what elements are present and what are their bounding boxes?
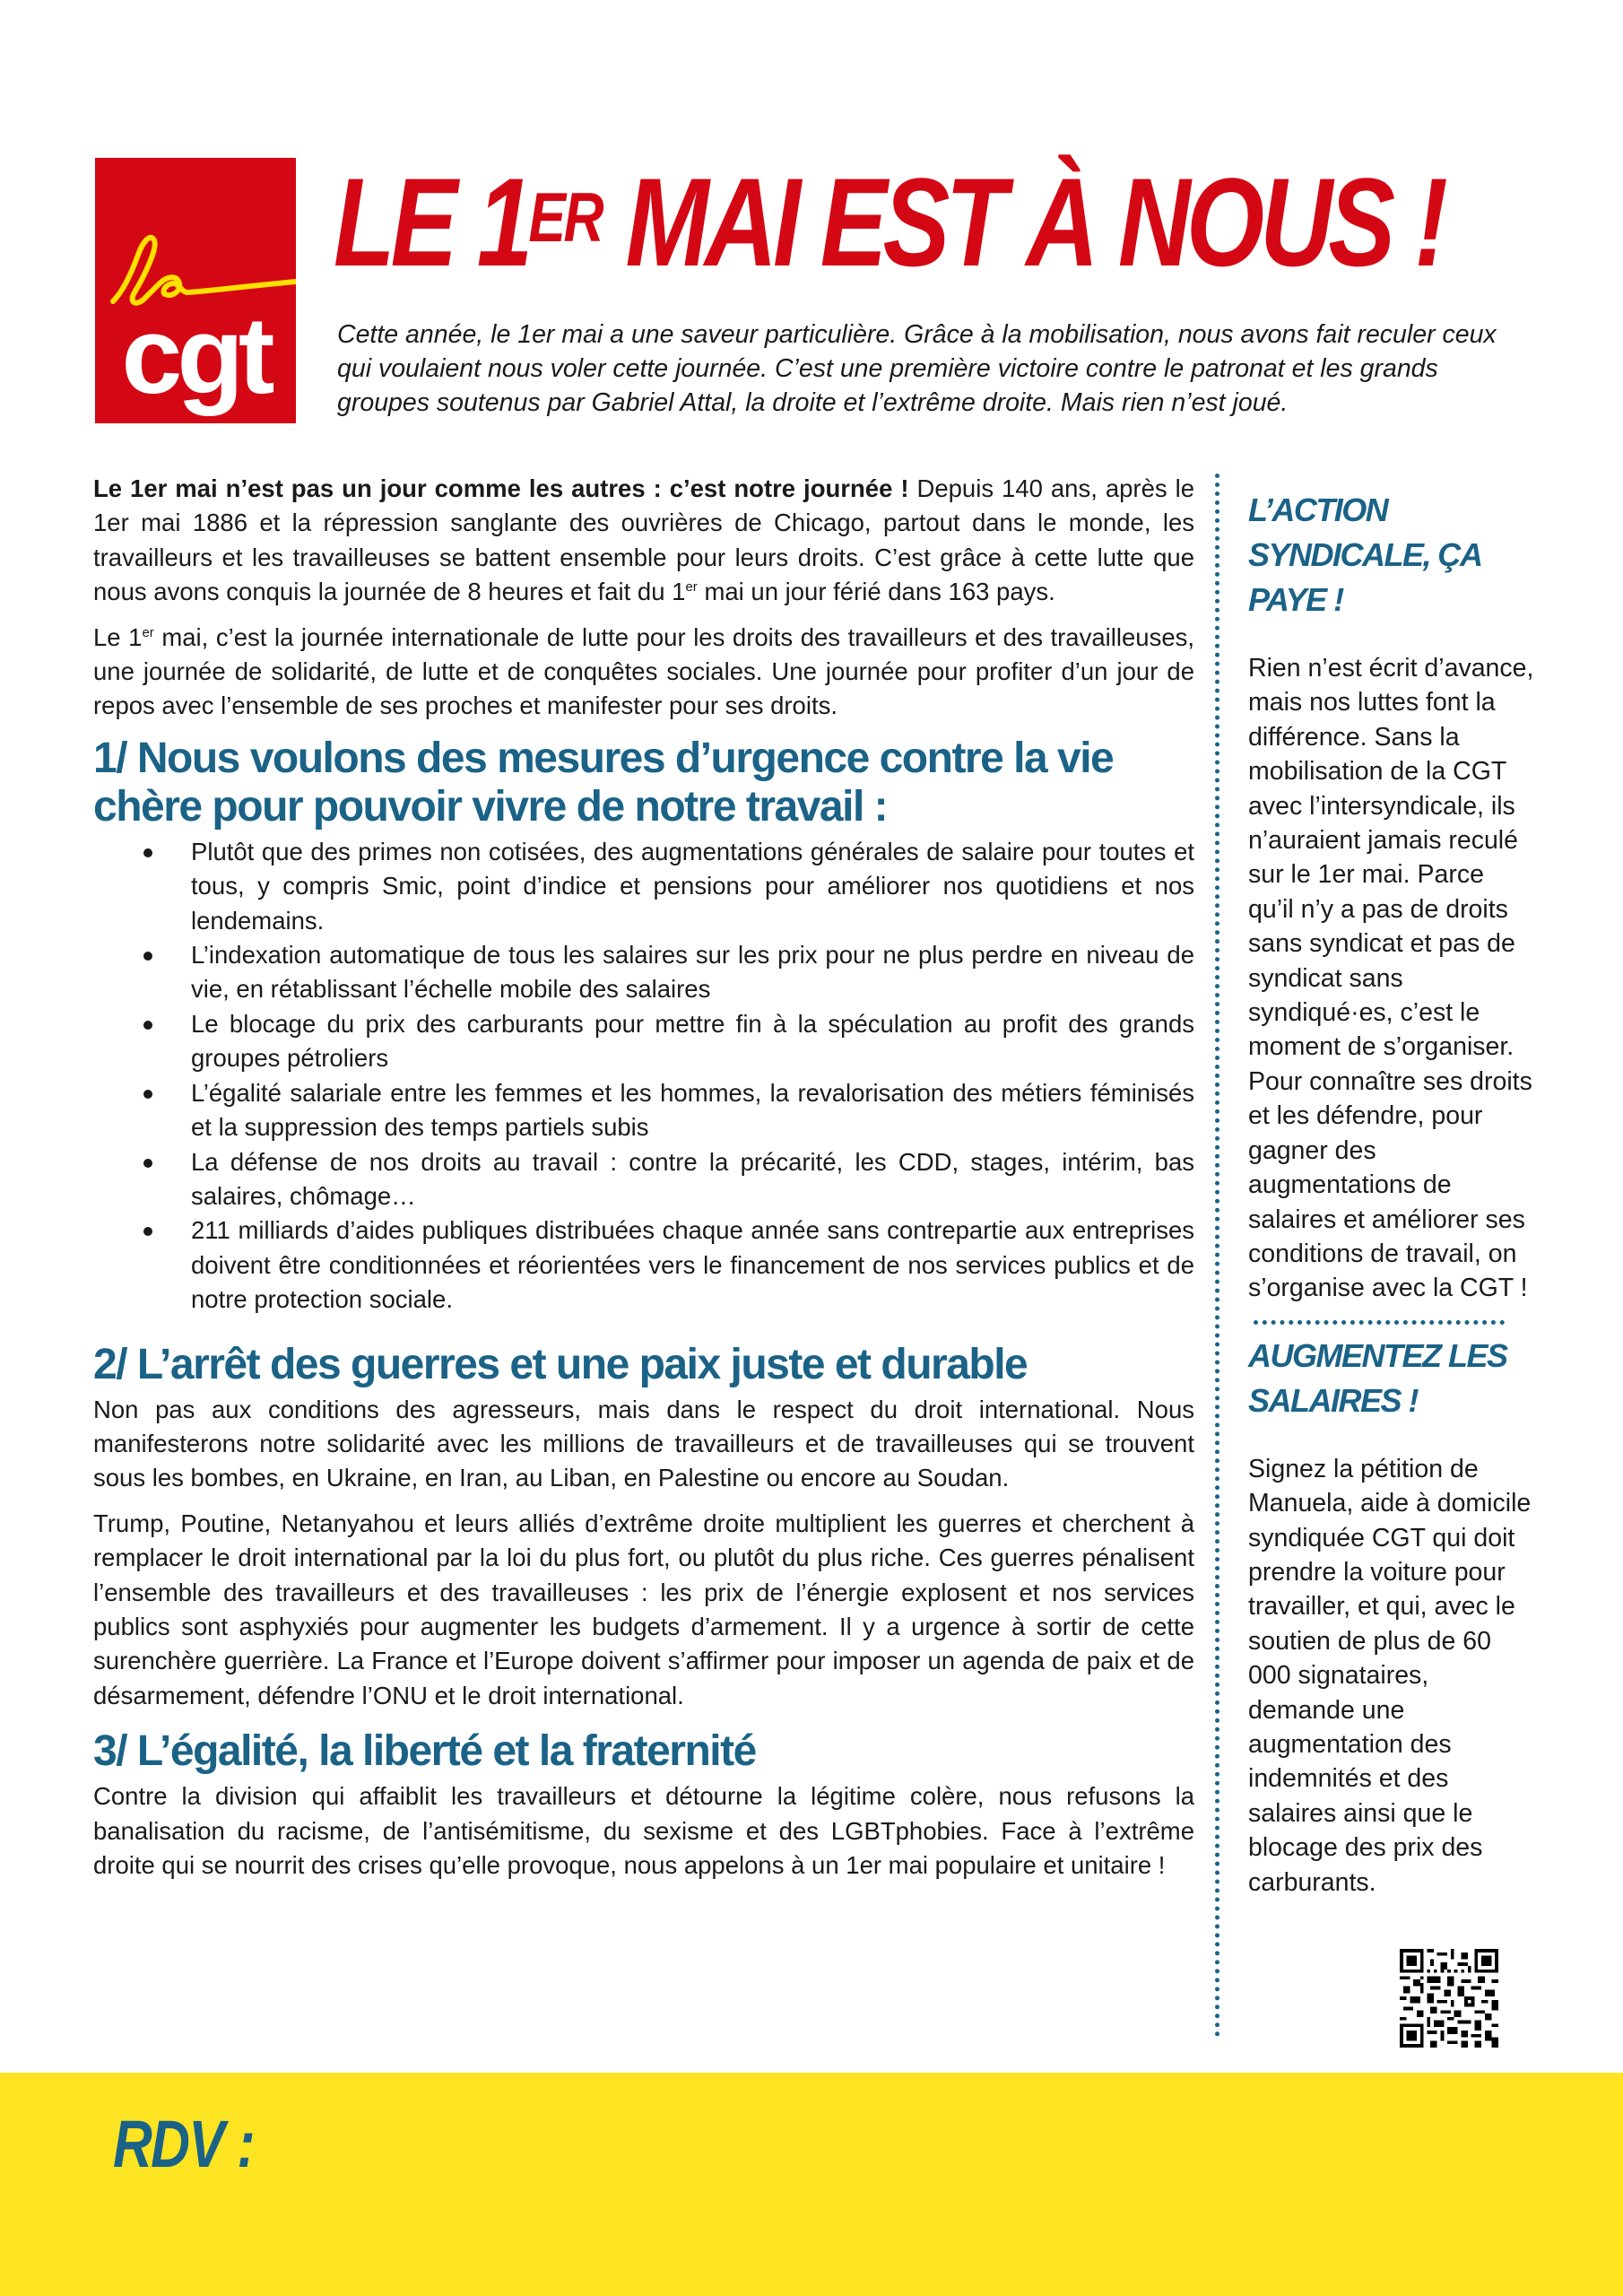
page-title: LE 1ER MAI EST À NOUS ! xyxy=(334,152,1445,292)
bullet-icon xyxy=(143,1159,152,1168)
section-heading-3: 3/ L’égalité, la liberté et la fraternité xyxy=(93,1727,756,1776)
sidebar-heading-salaires: AUGMENTEZ LES SALAIRES ! xyxy=(1248,1336,1507,1419)
bullet-icon xyxy=(143,952,152,961)
section-heading-2: 2/ L’arrêt des guerres et une paix juste et durable xyxy=(93,1340,1028,1388)
list-item: Plutôt que des primes non cotisées, des augmentations générales de salaire pour toutes et tous, y compris Smic, point d’indice et pensions pour améliorer nos quotidiens et nos lendemains. xyxy=(93,835,1194,938)
rdv-label: RDV : xyxy=(113,2107,254,2181)
main-column xyxy=(93,472,1194,1893)
sidebar-text-action: Rien n’est écrit d’avance, mais nos luttes font la différence. Sans la mobilisation de la CGT avec l’intersyndicale, ils n’auraient jamais reculé sur le 1er mai. Parce qu’il n’y a pas de droits sans syndicat et pas de syndicat sans syndiqué·es, c’est le moment de s’organiser. Pour connaître ses droits et les défendre, pour gagner des augmentations de salaires et améliorer ses conditions de travail, on s’organise avec la CGT ! xyxy=(1248,654,1534,1303)
sidebar-divider xyxy=(1254,1320,1505,1325)
paragraph: Trump, Poutine, Netanyahou et leurs alliés d’extrême droite multiplient les guerres et cherchent à remplacer le droit international par la loi du plus fort, ou plutôt du plus riche. Ces guerres pénalisent l’ensemble des travailleurs et des travailleuses : les prix de l’énergie explosent et nos services publics sont asphyxiés pour augmenter les budgets d’armement. Il y a urgence à sortir de cette surenchère guerrière. La France et l’Europe doivent s’affirmer pour imposer un agenda de paix et de désarmement, défendre l’ONU et le droit international. xyxy=(93,1509,1194,1709)
section-heading-1: 1/ Nous voulons des mesures d’urgence contre la vie chère pour pouvoir vivre de notre travail : xyxy=(93,734,1114,831)
paragraph-history: Le 1er mai n’est pas un jour comme les autres : c’est notre journée ! Depuis 140 ans, après le 1er mai 1886 et la répression sanglante des ouvrières de Chicago, partout dans le monde, les travailleurs et les travailleuses se battent ensemble pour leurs droits. C’est grâce à cette lutte que nous avons conquis la journée de 8 heures et fait du 1er mai un jour férié dans 163 pays. xyxy=(93,474,1194,606)
paragraph-international-day: Le 1er mai, c’est la journée internationale de lutte pour les droits des travailleurs et des travailleuses, une journée de solidarité, de lutte et de conquêtes sociales. Une journée pour profiter d’un jour de repos avec l’ensemble de ses proches et manifester pour ses droits. xyxy=(93,622,1194,720)
bullet-icon xyxy=(143,1021,152,1030)
list-item: Le blocage du prix des carburants pour mettre fin à la spéculation au profit des grands groupes pétroliers xyxy=(93,1007,1194,1076)
list-item: La défense de nos droits au travail : contre la précarité, les CDD, stages, intérim, bas salaires, chômage… xyxy=(93,1145,1194,1214)
cgt-logo xyxy=(95,158,296,423)
column-divider xyxy=(1215,474,1219,2038)
bullet-icon xyxy=(143,1227,152,1236)
cgt-logo-icon xyxy=(95,158,296,423)
list-item: L’égalité salariale entre les femmes et les hommes, la revalorisation des métiers féminisés et la suppression des temps partiels subis xyxy=(93,1076,1194,1145)
list-item: L’indexation automatique de tous les salaires sur les prix pour ne plus perdre en niveau de vie, en rétablissant l’échelle mobile des salaires xyxy=(93,938,1194,1007)
intro-text: Cette année, le 1er mai a une saveur particulière. Grâce à la mobilisation, nous avons fait reculer ceux qui voulaient nous voler cette journée. C’est une première victoire contre le patronat et les grands groupes soutenus par Gabriel Attal, la droite et l’extrême droite. Mais rien n’est joué. xyxy=(337,320,1497,417)
sidebar-heading-action: L’ACTION SYNDICALE, ÇA PAYE ! xyxy=(1248,491,1481,618)
sidebar xyxy=(1248,488,1535,1900)
bullet-icon xyxy=(143,1090,152,1099)
sidebar-text-petition: Signez la pétition de Manuela, aide à domicile syndiquée CGT qui doit prendre la voiture pour travailler, et qui, avec le soutien de plus de 60 000 signataires, demande une augmentation des indemnités et des salaires ainsi que le blocage des prix des carburants. xyxy=(1248,1454,1532,1897)
rdv-footer xyxy=(0,2073,1623,2296)
list-item: 211 milliards d’aides publiques distribuées chaque année sans contrepartie aux entreprises doivent être conditionnées et réorientées vers le financement de nos services publics et de notre protection sociale. xyxy=(93,1213,1194,1317)
qr-code-icon[interactable] xyxy=(1400,1948,1498,2048)
demands-list xyxy=(93,835,1194,1318)
paragraph: Contre la division qui affaiblit les travailleurs et détourne la légitime colère, nous refusons la banalisation du racisme, de l’antisémitisme, du sexisme et des LGBTphobies. Face à l’extrême droite qui se nourrit des crises qu’elle provoque, nous appelons à un 1er mai populaire et unitaire ! xyxy=(93,1782,1194,1879)
paragraph: Non pas aux conditions des agresseurs, mais dans le respect du droit international. Nous manifesterons notre solidarité avec les millions de travailleurs et de travailleuses qui se trouvent sous les bombes, en Ukraine, en Iran, au Liban, en Palestine ou encore au Soudan. xyxy=(93,1395,1194,1492)
bullet-icon xyxy=(143,848,152,857)
svg-text:cgt: cgt xyxy=(121,294,270,416)
